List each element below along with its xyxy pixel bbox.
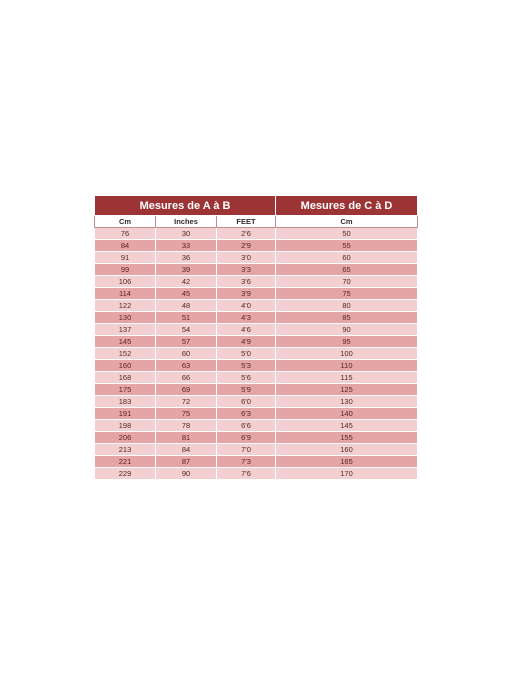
- cell-cm: 99: [95, 264, 156, 276]
- cell-cm: 168: [95, 372, 156, 384]
- cell-cm: 198: [95, 420, 156, 432]
- cell-feet: 4'3: [217, 312, 276, 324]
- table-row: [95, 408, 418, 420]
- cell-cm: 183: [95, 396, 156, 408]
- column-header-cm-c-d: Cm: [276, 216, 418, 228]
- cell-feet: 6'3: [217, 408, 276, 420]
- group-header-row: [95, 196, 418, 216]
- cell-cm-c-d: 70: [276, 276, 418, 288]
- cell-cm: 130: [95, 312, 156, 324]
- cell-cm: 206: [95, 432, 156, 444]
- cell-feet: 3'6: [217, 276, 276, 288]
- table-row: [95, 312, 418, 324]
- cell-cm-c-d: 165: [276, 456, 418, 468]
- cell-feet: 2'9: [217, 240, 276, 252]
- group-header-c-d: Mesures de C à D: [276, 196, 418, 216]
- cell-cm-c-d: 115: [276, 372, 418, 384]
- cell-cm-c-d: 90: [276, 324, 418, 336]
- table-row: [95, 252, 418, 264]
- table-row: [95, 324, 418, 336]
- cell-cm: 137: [95, 324, 156, 336]
- cell-feet: 5'0: [217, 348, 276, 360]
- cell-cm-c-d: 50: [276, 228, 418, 240]
- size-conversion-table: [94, 195, 418, 480]
- table-row: [95, 240, 418, 252]
- table-row: [95, 444, 418, 456]
- cell-inches: 87: [156, 456, 217, 468]
- cell-inches: 66: [156, 372, 217, 384]
- cell-cm: 175: [95, 384, 156, 396]
- cell-inches: 78: [156, 420, 217, 432]
- cell-cm: 76: [95, 228, 156, 240]
- group-header-a-b: Mesures de A à B: [95, 196, 276, 216]
- cell-inches: 36: [156, 252, 217, 264]
- cell-inches: 75: [156, 408, 217, 420]
- cell-inches: 42: [156, 276, 217, 288]
- cell-feet: 6'6: [217, 420, 276, 432]
- cell-cm-c-d: 110: [276, 360, 418, 372]
- cell-cm-c-d: 85: [276, 312, 418, 324]
- cell-feet: 6'0: [217, 396, 276, 408]
- cell-cm-c-d: 75: [276, 288, 418, 300]
- cell-cm: 145: [95, 336, 156, 348]
- cell-cm-c-d: 170: [276, 468, 418, 480]
- table-body: [95, 228, 418, 480]
- table-row: [95, 420, 418, 432]
- cell-cm-c-d: 95: [276, 336, 418, 348]
- column-header-row: [95, 216, 418, 228]
- table-row: [95, 432, 418, 444]
- table-row: [95, 372, 418, 384]
- cell-cm: 152: [95, 348, 156, 360]
- cell-cm-c-d: 80: [276, 300, 418, 312]
- cell-feet: 5'9: [217, 384, 276, 396]
- table-row: [95, 456, 418, 468]
- cell-cm-c-d: 155: [276, 432, 418, 444]
- cell-feet: 2'6: [217, 228, 276, 240]
- cell-inches: 63: [156, 360, 217, 372]
- cell-cm: 221: [95, 456, 156, 468]
- cell-feet: 6'9: [217, 432, 276, 444]
- cell-cm-c-d: 130: [276, 396, 418, 408]
- cell-cm: 191: [95, 408, 156, 420]
- cell-feet: 3'3: [217, 264, 276, 276]
- table-row: [95, 288, 418, 300]
- cell-inches: 30: [156, 228, 217, 240]
- cell-cm: 213: [95, 444, 156, 456]
- cell-feet: 7'6: [217, 468, 276, 480]
- cell-feet: 3'0: [217, 252, 276, 264]
- cell-cm-c-d: 160: [276, 444, 418, 456]
- table-row: [95, 276, 418, 288]
- cell-inches: 72: [156, 396, 217, 408]
- cell-cm-c-d: 55: [276, 240, 418, 252]
- cell-inches: 57: [156, 336, 217, 348]
- cell-cm-c-d: 140: [276, 408, 418, 420]
- cell-feet: 4'9: [217, 336, 276, 348]
- cell-cm: 106: [95, 276, 156, 288]
- cell-cm-c-d: 65: [276, 264, 418, 276]
- cell-feet: 7'3: [217, 456, 276, 468]
- table-row: [95, 396, 418, 408]
- cell-feet: 4'6: [217, 324, 276, 336]
- cell-feet: 5'3: [217, 360, 276, 372]
- cell-cm-c-d: 145: [276, 420, 418, 432]
- cell-inches: 33: [156, 240, 217, 252]
- cell-inches: 45: [156, 288, 217, 300]
- table-row: [95, 264, 418, 276]
- cell-inches: 54: [156, 324, 217, 336]
- cell-feet: 3'9: [217, 288, 276, 300]
- table-row: [95, 336, 418, 348]
- cell-cm-c-d: 60: [276, 252, 418, 264]
- cell-cm: 229: [95, 468, 156, 480]
- column-header-cm: Cm: [95, 216, 156, 228]
- table-row: [95, 228, 418, 240]
- cell-feet: 4'0: [217, 300, 276, 312]
- cell-inches: 39: [156, 264, 217, 276]
- cell-inches: 69: [156, 384, 217, 396]
- column-header-feet: FEET: [217, 216, 276, 228]
- cell-inches: 60: [156, 348, 217, 360]
- cell-cm: 122: [95, 300, 156, 312]
- cell-cm: 84: [95, 240, 156, 252]
- table-row: [95, 384, 418, 396]
- cell-inches: 48: [156, 300, 217, 312]
- cell-inches: 84: [156, 444, 217, 456]
- cell-inches: 81: [156, 432, 217, 444]
- table-row: [95, 468, 418, 480]
- cell-cm: 160: [95, 360, 156, 372]
- table-row: [95, 360, 418, 372]
- cell-inches: 90: [156, 468, 217, 480]
- cell-cm: 91: [95, 252, 156, 264]
- cell-cm-c-d: 100: [276, 348, 418, 360]
- cell-inches: 51: [156, 312, 217, 324]
- cell-feet: 5'6: [217, 372, 276, 384]
- cell-feet: 7'0: [217, 444, 276, 456]
- cell-cm: 114: [95, 288, 156, 300]
- table-row: [95, 348, 418, 360]
- column-header-inches: Inches: [156, 216, 217, 228]
- table-row: [95, 300, 418, 312]
- cell-cm-c-d: 125: [276, 384, 418, 396]
